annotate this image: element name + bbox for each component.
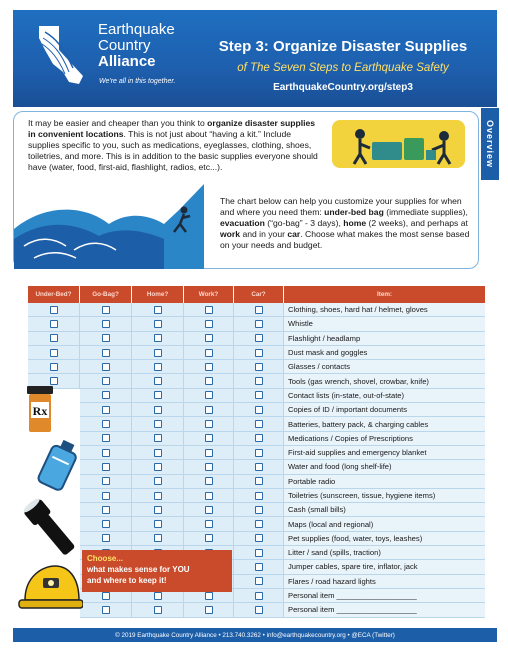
cell-work xyxy=(184,517,234,530)
cell-work xyxy=(184,374,234,387)
checkbox-home[interactable] xyxy=(154,492,162,500)
cell-home xyxy=(132,303,184,316)
page-title: Step 3: Organize Disaster Supplies xyxy=(218,38,468,55)
checkbox-car[interactable] xyxy=(255,492,263,500)
checkbox-under-bed[interactable] xyxy=(50,363,58,371)
cell-car xyxy=(234,560,284,573)
intro-bold: under-bed bag xyxy=(324,207,384,217)
checkbox-home[interactable] xyxy=(154,606,162,614)
checkbox-go-bag[interactable] xyxy=(102,434,110,442)
checkbox-car[interactable] xyxy=(255,506,263,514)
checkbox-under-bed[interactable] xyxy=(50,334,58,342)
supplies-illustration xyxy=(332,120,465,168)
checkbox-work[interactable] xyxy=(205,606,213,614)
checkbox-car[interactable] xyxy=(255,349,263,357)
item-label: Pet supplies (food, water, toys, leashes) xyxy=(284,532,485,545)
cell-go-bag xyxy=(80,403,132,416)
cell-work xyxy=(184,346,234,359)
checkbox-work[interactable] xyxy=(205,449,213,457)
cell-home xyxy=(132,389,184,402)
cell-under-bed xyxy=(28,317,80,330)
water-bottle-icon xyxy=(33,438,83,493)
cell-car xyxy=(234,532,284,545)
flashlight-icon xyxy=(23,492,79,562)
cell-go-bag xyxy=(80,432,132,445)
cell-car xyxy=(234,546,284,559)
illustration-column xyxy=(13,392,80,622)
checkbox-home[interactable] xyxy=(154,477,162,485)
item-label: Contact lists (in-state, out-of-state) xyxy=(284,389,485,402)
table-row xyxy=(28,432,485,446)
choose-line-3: and where to keep it! xyxy=(87,576,167,585)
checkbox-car[interactable] xyxy=(255,549,263,557)
checkbox-car[interactable] xyxy=(255,363,263,371)
intro-text: (“go-bag” - 3 days), xyxy=(264,218,344,228)
cell-car xyxy=(234,475,284,488)
item-label: Maps (local and regional) xyxy=(284,517,485,530)
cell-go-bag xyxy=(80,517,132,530)
cell-go-bag xyxy=(80,317,132,330)
cell-car xyxy=(234,417,284,430)
checkbox-go-bag[interactable] xyxy=(102,520,110,528)
item-label: Medications / Copies of Prescriptions xyxy=(284,432,485,445)
pill-bottle-icon xyxy=(21,386,61,436)
cell-car xyxy=(234,460,284,473)
cell-work xyxy=(184,532,234,545)
checkbox-home[interactable] xyxy=(154,463,162,471)
choose-callout xyxy=(82,550,232,592)
checkbox-work[interactable] xyxy=(205,349,213,357)
checkbox-go-bag[interactable] xyxy=(102,320,110,328)
checkbox-go-bag[interactable] xyxy=(102,534,110,542)
checkbox-work[interactable] xyxy=(205,306,213,314)
cell-work xyxy=(184,417,234,430)
cell-go-bag xyxy=(80,374,132,387)
intro-text: . This is not just about “having a kit.” Include supplies specific to you, such as medications, eyeglasses, clothing, shoes, toiletries, and more. This is in addition to the basic supplies everyone should have (water, food, first-aid, flashlight, radios, etc...). xyxy=(28,129,318,172)
checkbox-go-bag[interactable] xyxy=(102,449,110,457)
cell-go-bag xyxy=(80,332,132,345)
cell-car xyxy=(234,346,284,359)
cell-go-bag xyxy=(80,389,132,402)
checkbox-home[interactable] xyxy=(154,420,162,428)
hard-hat-icon xyxy=(17,562,83,617)
item-label: Personal item ___________________ xyxy=(284,589,485,602)
cell-go-bag xyxy=(80,503,132,516)
cell-go-bag xyxy=(80,532,132,545)
checkbox-go-bag[interactable] xyxy=(102,463,110,471)
checkbox-under-bed[interactable] xyxy=(50,320,58,328)
checkbox-go-bag[interactable] xyxy=(102,349,110,357)
checkbox-car[interactable] xyxy=(255,463,263,471)
cell-work xyxy=(184,389,234,402)
table-row xyxy=(28,389,485,403)
checkbox-home[interactable] xyxy=(154,406,162,414)
cell-work xyxy=(184,332,234,345)
cell-home xyxy=(132,603,184,616)
cell-work xyxy=(184,303,234,316)
item-label: Clothing, shoes, hard hat / helmet, gloves xyxy=(284,303,485,316)
header-car: Car? xyxy=(234,286,284,303)
cell-car xyxy=(234,332,284,345)
intro-text: (immediate supplies), xyxy=(383,207,468,217)
cell-work xyxy=(184,317,234,330)
cell-car xyxy=(234,303,284,316)
table-row xyxy=(28,374,485,388)
intro-text: and in your xyxy=(240,229,288,239)
item-label: First-aid supplies and emergency blanket xyxy=(284,446,485,459)
checkbox-go-bag[interactable] xyxy=(102,391,110,399)
cell-under-bed xyxy=(28,332,80,345)
cell-home xyxy=(132,317,184,330)
cell-home xyxy=(132,532,184,545)
checkbox-car[interactable] xyxy=(255,391,263,399)
item-label: Whistle xyxy=(284,317,485,330)
overview-tab[interactable]: Overview xyxy=(481,108,499,180)
checkbox-work[interactable] xyxy=(205,492,213,500)
checkbox-work[interactable] xyxy=(205,334,213,342)
checkbox-work[interactable] xyxy=(205,477,213,485)
cell-go-bag xyxy=(80,303,132,316)
table-row xyxy=(28,303,485,317)
checkbox-home[interactable] xyxy=(154,391,162,399)
table-row xyxy=(28,532,485,546)
cell-home xyxy=(132,517,184,530)
table-row xyxy=(28,360,485,374)
checkbox-car[interactable] xyxy=(255,606,263,614)
cell-home xyxy=(132,360,184,373)
checkbox-car[interactable] xyxy=(255,420,263,428)
checkbox-car[interactable] xyxy=(255,534,263,542)
checkbox-car[interactable] xyxy=(255,434,263,442)
checkbox-car[interactable] xyxy=(255,406,263,414)
intro-paragraph-2 xyxy=(220,196,472,251)
checkbox-home[interactable] xyxy=(154,592,162,600)
cell-home xyxy=(132,503,184,516)
table-header xyxy=(28,286,485,303)
cell-car xyxy=(234,432,284,445)
cell-home xyxy=(132,489,184,502)
intro-text: . Choose what makes the most sense based on your needs and budget. xyxy=(220,229,470,250)
cell-car xyxy=(234,317,284,330)
checkbox-car[interactable] xyxy=(255,377,263,385)
item-label: Toiletries (sunscreen, tissue, hygiene items) xyxy=(284,489,485,502)
choose-line-2: what makes sense for YOU xyxy=(87,565,190,574)
table-row xyxy=(28,517,485,531)
item-label: Cash (small bills) xyxy=(284,503,485,516)
table-row xyxy=(28,489,485,503)
item-label: Batteries, battery pack, & charging cables xyxy=(284,417,485,430)
cell-car xyxy=(234,389,284,402)
logo-text xyxy=(98,22,175,70)
cell-under-bed xyxy=(28,303,80,316)
people-packing-icon xyxy=(332,120,465,168)
header-work: Work? xyxy=(184,286,234,303)
table-row xyxy=(28,503,485,517)
checkbox-car[interactable] xyxy=(255,577,263,585)
item-label: Portable radio xyxy=(284,475,485,488)
intro-bold: home xyxy=(343,218,367,228)
item-label: Dust mask and goggles xyxy=(284,346,485,359)
checkbox-home[interactable] xyxy=(154,363,162,371)
cell-go-bag xyxy=(80,460,132,473)
choose-line-1: Choose... xyxy=(87,554,124,563)
cell-car xyxy=(234,446,284,459)
cell-car xyxy=(234,374,284,387)
checkbox-work[interactable] xyxy=(205,506,213,514)
intro-bold: car xyxy=(287,229,301,239)
intro-bold: work xyxy=(220,229,241,239)
checkbox-home[interactable] xyxy=(154,377,162,385)
cell-work xyxy=(184,603,234,616)
checkbox-car[interactable] xyxy=(255,320,263,328)
cell-car xyxy=(234,589,284,602)
table-row xyxy=(28,460,485,474)
page-header xyxy=(13,10,497,107)
checkbox-go-bag[interactable] xyxy=(102,592,110,600)
cell-go-bag xyxy=(80,446,132,459)
item-label: Litter / sand (spills, traction) xyxy=(284,546,485,559)
cell-car xyxy=(234,503,284,516)
checkbox-car[interactable] xyxy=(255,449,263,457)
cell-car xyxy=(234,603,284,616)
intro-bold: evacuation xyxy=(220,218,265,228)
checkbox-work[interactable] xyxy=(205,420,213,428)
intro-paragraph-1 xyxy=(28,118,324,173)
intro-text: The chart below can help you customize your supplies for when and where you need them: xyxy=(220,196,462,217)
logo-line3: Alliance xyxy=(98,53,156,70)
cell-home xyxy=(132,432,184,445)
checkbox-work[interactable] xyxy=(205,363,213,371)
intro-box xyxy=(13,111,479,269)
cell-home xyxy=(132,346,184,359)
checkbox-home[interactable] xyxy=(154,434,162,442)
cell-car xyxy=(234,517,284,530)
cell-car xyxy=(234,575,284,588)
cell-work xyxy=(184,460,234,473)
checkbox-home[interactable] xyxy=(154,334,162,342)
intro-bold: organize disaster supplies in convenient locations xyxy=(28,118,316,139)
checkbox-go-bag[interactable] xyxy=(102,606,110,614)
cell-go-bag xyxy=(80,603,132,616)
logo-line2: Country xyxy=(98,37,151,54)
cell-car xyxy=(234,403,284,416)
intro-text: It may be easier and cheaper than you think to xyxy=(28,118,208,128)
cell-work xyxy=(184,489,234,502)
logo-line1: Earthquake xyxy=(98,21,175,38)
svg-text:Rx: Rx xyxy=(32,404,48,418)
checkbox-go-bag[interactable] xyxy=(102,492,110,500)
cell-home xyxy=(132,417,184,430)
checkbox-work[interactable] xyxy=(205,463,213,471)
checkbox-work[interactable] xyxy=(205,434,213,442)
checkbox-car[interactable] xyxy=(255,477,263,485)
item-label: Personal item ___________________ xyxy=(284,603,485,616)
item-label: Water and food (long shelf-life) xyxy=(284,460,485,473)
cell-go-bag xyxy=(80,360,132,373)
checkbox-work[interactable] xyxy=(205,592,213,600)
cell-work xyxy=(184,446,234,459)
item-label: Tools (gas wrench, shovel, crowbar, knife) xyxy=(284,374,485,387)
cell-home xyxy=(132,446,184,459)
item-label: Copies of ID / important documents xyxy=(284,403,485,416)
cell-car xyxy=(234,360,284,373)
cell-under-bed xyxy=(28,360,80,373)
item-label: Flares / road hazard lights xyxy=(284,575,485,588)
checkbox-under-bed[interactable] xyxy=(50,377,58,385)
cell-work xyxy=(184,360,234,373)
page-url[interactable]: EarthquakeCountry.org/step3 xyxy=(273,82,413,93)
page-subtitle: of The Seven Steps to Earthquake Safety xyxy=(237,62,449,74)
checkbox-work[interactable] xyxy=(205,406,213,414)
cell-car xyxy=(234,489,284,502)
checkbox-work[interactable] xyxy=(205,320,213,328)
checkbox-under-bed[interactable] xyxy=(50,349,58,357)
cell-work xyxy=(184,432,234,445)
cell-work xyxy=(184,403,234,416)
checkbox-work[interactable] xyxy=(205,534,213,542)
logo-tagline: We're all in this together. xyxy=(99,78,176,85)
item-label: Flashlight / headlamp xyxy=(284,332,485,345)
checkbox-home[interactable] xyxy=(154,520,162,528)
cell-home xyxy=(132,374,184,387)
checkbox-car[interactable] xyxy=(255,334,263,342)
header-item: Item: xyxy=(376,291,393,298)
checkbox-home[interactable] xyxy=(154,349,162,357)
cell-go-bag xyxy=(80,346,132,359)
table-row xyxy=(28,475,485,489)
header-home: Home? xyxy=(132,286,184,303)
checkbox-home[interactable] xyxy=(154,306,162,314)
cell-work xyxy=(184,503,234,516)
checkbox-car[interactable] xyxy=(255,592,263,600)
checkbox-car[interactable] xyxy=(255,520,263,528)
checkbox-go-bag[interactable] xyxy=(102,306,110,314)
table-row xyxy=(28,446,485,460)
tsunami-wave-icon xyxy=(14,184,214,269)
cell-go-bag xyxy=(80,489,132,502)
table-row xyxy=(28,332,485,346)
checkbox-go-bag[interactable] xyxy=(102,334,110,342)
header-go-bag: Go-Bag? xyxy=(80,286,132,303)
cell-home xyxy=(132,460,184,473)
page-footer: © 2019 Earthquake Country Alliance • 213.740.3262 • info@earthquakecountry.org • @ECA (Twitter) xyxy=(13,628,497,642)
checkbox-go-bag[interactable] xyxy=(102,363,110,371)
checkbox-work[interactable] xyxy=(205,377,213,385)
checkbox-go-bag[interactable] xyxy=(102,420,110,428)
checkbox-home[interactable] xyxy=(154,506,162,514)
checkbox-go-bag[interactable] xyxy=(102,377,110,385)
checkbox-home[interactable] xyxy=(154,449,162,457)
checkbox-go-bag[interactable] xyxy=(102,406,110,414)
table-row xyxy=(28,346,485,360)
table-row xyxy=(28,317,485,331)
item-label: Glasses / contacts xyxy=(284,360,485,373)
cell-under-bed xyxy=(28,346,80,359)
checkbox-home[interactable] xyxy=(154,534,162,542)
cell-home xyxy=(132,475,184,488)
cell-go-bag xyxy=(80,475,132,488)
table-row xyxy=(28,403,485,417)
table-row xyxy=(28,417,485,431)
cell-home xyxy=(132,403,184,416)
cell-home xyxy=(132,332,184,345)
checkbox-home[interactable] xyxy=(154,320,162,328)
checkbox-work[interactable] xyxy=(205,520,213,528)
checkbox-car[interactable] xyxy=(255,306,263,314)
intro-text: (2 weeks), and perhaps at xyxy=(366,218,468,228)
checkbox-work[interactable] xyxy=(205,391,213,399)
checkbox-go-bag[interactable] xyxy=(102,506,110,514)
item-label: Jumper cables, spare tire, inflator, jack xyxy=(284,560,485,573)
checkbox-car[interactable] xyxy=(255,563,263,571)
cell-work xyxy=(184,475,234,488)
cell-go-bag xyxy=(80,417,132,430)
table-row xyxy=(28,603,485,617)
header-under-bed: Under-Bed? xyxy=(28,286,80,303)
checkbox-go-bag[interactable] xyxy=(102,477,110,485)
checkbox-under-bed[interactable] xyxy=(50,306,58,314)
california-logo-icon xyxy=(33,24,88,86)
